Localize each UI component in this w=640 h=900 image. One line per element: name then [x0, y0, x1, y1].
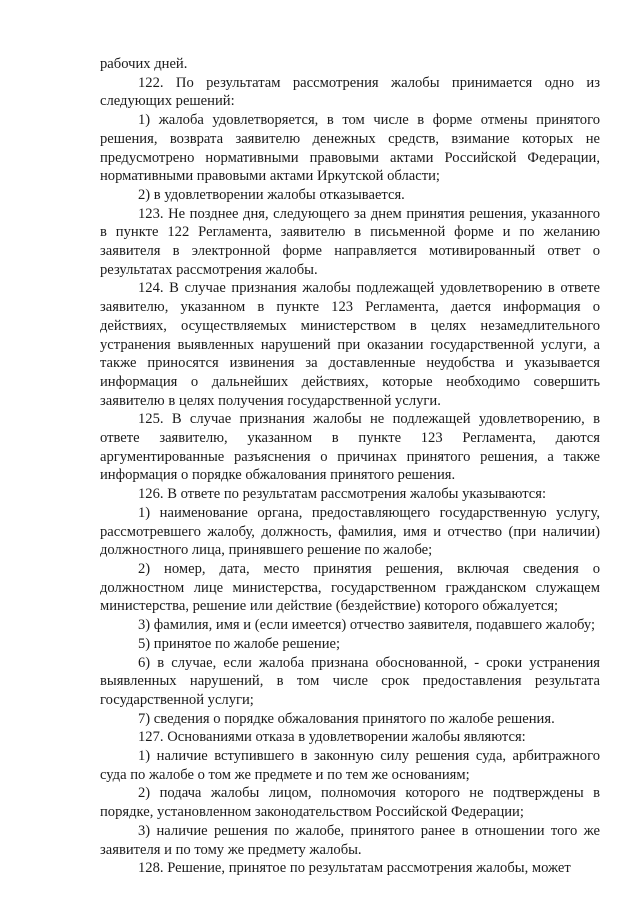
paragraph-123: 123. Не позднее дня, следующего за днем принятия решения, указанного в пункте 122 Регламента, заявителю в письменной форме и по желанию заявителя в электронной форме направляется мотивированный ответ о результатах рассмотрения жалобы.	[100, 205, 600, 278]
document-body	[100, 55, 600, 878]
paragraph-122-item-2: 2) в удовлетворении жалобы отказывается.	[138, 186, 405, 203]
paragraph-122: 122. По результатам рассмотрения жалобы принимается одно из следующих решений:	[100, 74, 600, 110]
paragraph-127-item-2: 2) подача жалобы лицом, полномочия которого не подтверждены в порядке, установленном законодательством Российской Федерации;	[100, 785, 600, 821]
paragraph-128: 128. Решение, принятое по результатам рассмотрения жалобы, может	[138, 860, 571, 877]
paragraph-126-item-6: 6) в случае, если жалоба признана обоснованной, - сроки устранения выявленных нарушений, в том числе срок предоставления результата государственной услуги;	[100, 654, 600, 708]
paragraph-126-item-5: 5) принятое по жалобе решение;	[138, 635, 341, 652]
paragraph-126: 126. В ответе по результатам рассмотрения жалобы указываются:	[138, 486, 547, 503]
paragraph-125: 125. В случае признания жалобы не подлежащей удовлетворению, в ответе заявителю, указанном в пункте 123 Регламента, даются аргументированные разъяснения о причинах принятого решения, а также информация о порядке обжалования принятого решения.	[100, 411, 600, 484]
paragraph-127-item-1: 1) наличие вступившего в законную силу решения суда, арбитражного суда по жалобе о том же предмете и по тем же основаниям;	[100, 748, 600, 783]
paragraph-126-item-7: 7) сведения о порядке обжалования принятого по жалобе решения.	[138, 710, 555, 727]
paragraph-122-item-1: 1) жалоба удовлетворяется, в том числе в форме отмены принятого решения, возврата заявителю денежных средств, взимание которых не предусмотрено нормативными правовыми актами Российской Федерации, нормативными правовыми актами Иркутской области;	[100, 112, 600, 185]
paragraph-continuation: рабочих дней.	[100, 56, 188, 72]
paragraph-124: 124. В случае признания жалобы подлежащей удовлетворению в ответе заявителю, указанном в пункте 123 Регламента, дается информация о действиях, осуществляемых министерством в целях незамедлительного устранения выявленных нарушений при оказании государственной услуги, а также приносятся извинения за доставленные неудобства и указывается информация о дальнейших действиях, которые необходимо совершить заявителю в целях получения государственной услуги.	[100, 280, 600, 409]
paragraph-126-item-2: 2) номер, дата, место принятия решения, включая сведения о должностном лице министерства, государственном гражданском служащем министерства, решение или действие (бездействие) которого обжалуется;	[100, 560, 600, 615]
paragraph-127-item-3: 3) наличие решения по жалобе, принятого ранее в отношении того же заявителя и по тому же предмету жалобы.	[100, 822, 600, 858]
paragraph-126-item-1: 1) наименование органа, предоставляющего государственную услугу, рассмотревшего жалобу, должность, фамилия, имя и отчество (при наличии) должностного лица, принявшего решение по жалобе;	[100, 504, 600, 559]
paragraph-126-item-3: 3) фамилия, имя и (если имеется) отчество заявителя, подавшего жалобу;	[138, 617, 596, 634]
paragraph-127: 127. Основаниями отказа в удовлетворении жалобы являются:	[138, 729, 526, 746]
